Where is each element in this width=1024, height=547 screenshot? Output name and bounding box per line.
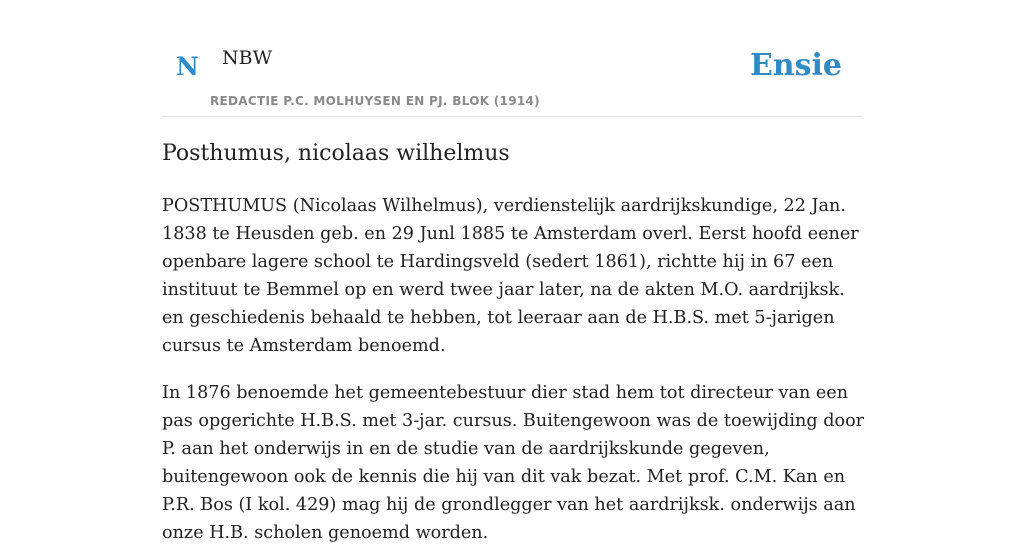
source-name[interactable]: NBW	[222, 47, 273, 69]
article	[162, 138, 867, 547]
article-paragraph: In 1876 benoemde het gemeentebestuur dier stad hem tot directeur van een pas opgerichte H.B.S. met 3-jar. cursus. Buitengewoon was de toewijding door P. aan het onderwijs in en de studie van de aardrijkskunde gegeven, buitengewoon ook de kennis die hij van dit vak bezat. Met prof. C.M. Kan en P.R. Bos (I kol. 429) mag hij de grondlegger van het aardrijksk. onderwijs aan onze H.B. scholen genoemd worden.	[162, 383, 865, 543]
brand-logo[interactable]: Ensie	[749, 48, 842, 83]
article-title: Posthumus, nicolaas wilhelmus	[162, 141, 510, 166]
site-header	[162, 0, 862, 117]
article-paragraph: POSTHUMUS (Nicolaas Wilhelmus), verdienstelijk aardrijkskundige, 22 Jan. 1838 te Heusden geb. en 29 Junl 1885 te Amsterdam overl. Eerst hoofd eener openbare lagere school te Hardingsveld (sedert 1861), richtte hij in 67 een instituut te Bemmel op en werd twee jaar later, na de akten M.O. aardrijksk. en geschiedenis behaald te hebben, tot leeraar aan de H.B.S. met 5-jarigen cursus te Amsterdam benoemd.	[162, 196, 859, 356]
source-editors: REDACTIE P.C. MOLHUYSEN EN PJ. BLOK (1914)	[210, 94, 540, 108]
source-logo[interactable]: N	[176, 52, 199, 81]
